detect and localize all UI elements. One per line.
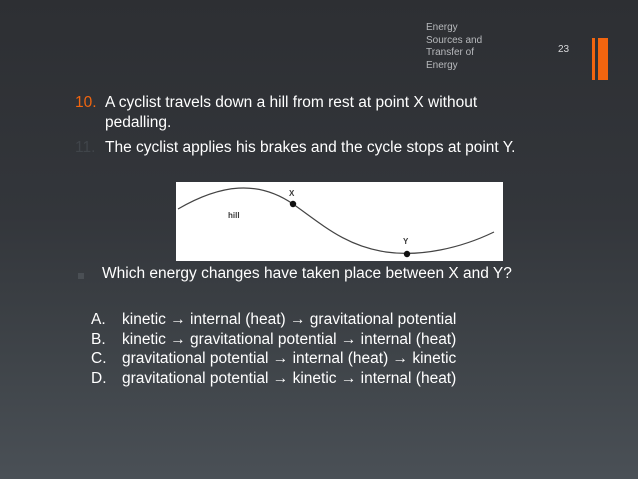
question-11 [75, 138, 555, 158]
point-y-label: Y [403, 237, 409, 246]
option-c [91, 349, 456, 369]
option-b [91, 330, 456, 350]
option-text: kinetic → internal (heat) → gravitational potential [122, 311, 457, 328]
header-title-line: Energy [426, 59, 458, 71]
hill-figure [176, 182, 503, 261]
option-text: gravitational potential → kinetic → internal (heat) [122, 369, 457, 387]
option-a [91, 310, 456, 330]
option-text: kinetic → gravitational potential → internal (heat) [122, 330, 457, 348]
point-x-label: X [289, 189, 295, 198]
option-letter: C. [91, 350, 107, 367]
point-x-marker [290, 201, 296, 207]
question-number: 10. [75, 94, 97, 111]
option-letter: D. [91, 369, 107, 387]
option-letter: A. [91, 311, 106, 328]
slide-number: 23 [558, 44, 570, 55]
header-title-line: Sources and [426, 34, 483, 46]
question-10 [75, 93, 545, 132]
hill-diagram [176, 182, 503, 261]
point-y-marker [404, 251, 410, 257]
question-number: 11. [75, 139, 96, 156]
accent-bar-thick [598, 38, 608, 80]
answer-options [91, 310, 456, 388]
option-d [91, 369, 456, 389]
header-title-line: Transfer of [426, 47, 474, 58]
question-text: The cyclist applies his brakes and the cycle stops at point Y. [105, 139, 516, 156]
header-title-line: Energy [426, 22, 458, 33]
bullet-marker [78, 273, 84, 279]
accent-bar-thin [592, 38, 595, 80]
option-text: gravitational potential → internal (heat) → kinetic [122, 350, 457, 367]
option-letter: B. [91, 330, 106, 348]
slide-header-title [426, 22, 536, 72]
question-prompt: Which energy changes have taken place between X and Y? [102, 265, 512, 282]
hill-label: hill [228, 211, 240, 220]
question-text: A cyclist travels down a hill from rest at point X without pedalling. [105, 94, 478, 131]
hill-curve [178, 188, 494, 253]
